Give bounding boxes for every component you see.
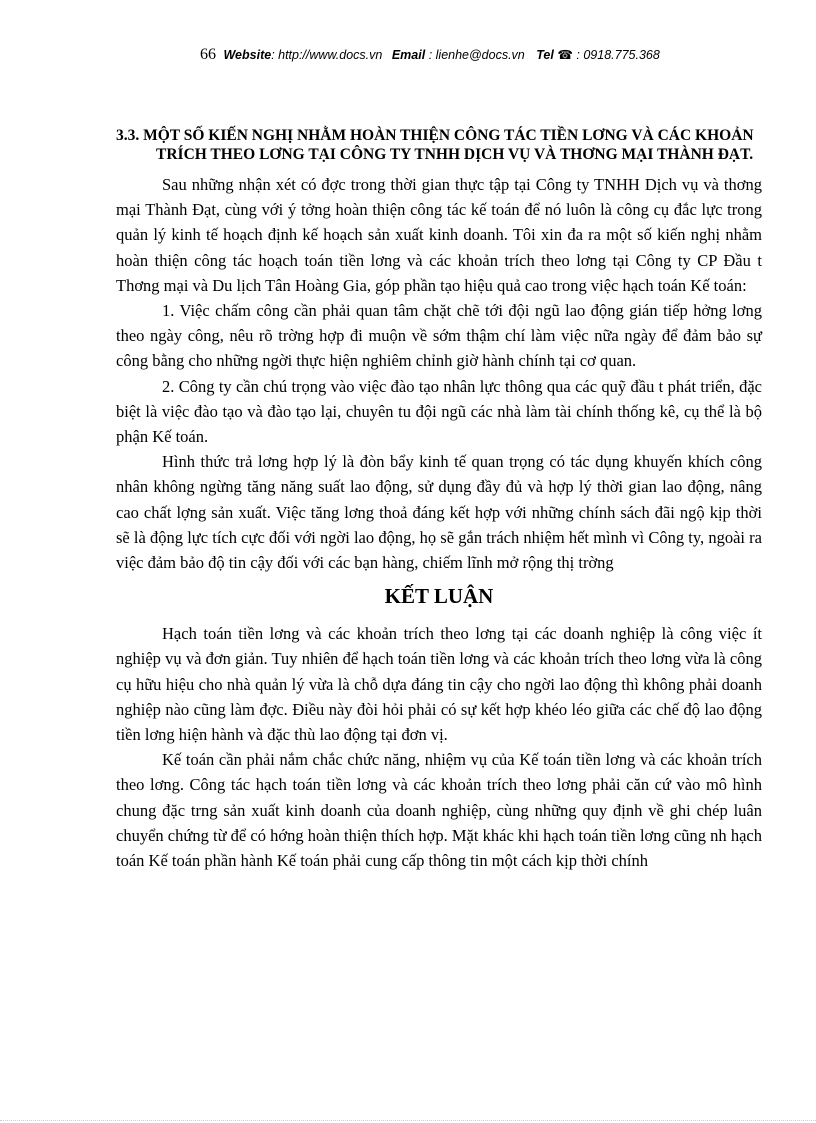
document-body <box>116 126 762 873</box>
section-heading: 3.3. MỘT SỐ KIẾN NGHỊ NHẰM HOÀN THIỆN CÔNG TÁC TIỀN LƠNG VÀ CÁC KHOẢN TRÍCH THEO LƠNG TẠI CÔNG TY TNHH DỊCH VỤ VÀ THƠNG MẠI THÀNH ĐẠT. <box>116 127 754 163</box>
page-number: 66 <box>200 46 216 63</box>
website-label: Website <box>223 48 272 62</box>
page-header <box>200 46 660 64</box>
section-paragraph-wages: Hình thức trả lơng hợp lý là đòn bẩy kinh tế quan trọng có tác dụng khuyến khích công nhân không ngừng tăng năng suất lao động, sử dụng đầy đủ và hợp lý thời gian lao động, nâng cao chất lợng sản xuất. Việc tăng lơng thoả đáng kết hợp với những chính sách đãi ngộ kịp thời sẽ là động lực tích cực đối với ngời lao động, họ sẽ gắn trách nhiệm hết mình vì Công ty, ngoài ra việc đảm bảo độ tin cậy đối với các bạn hàng, chiếm lĩnh mở rộng thị trờng <box>116 452 762 573</box>
conclusion-paragraph-2: Kế toán cần phải nắm chắc chức năng, nhiệm vụ của Kế toán tiền lơng và các khoản trích theo lơng. Công tác hạch toán tiền lơng và các khoản trích theo lơng phải căn cứ vào mô hình chung đặc trng sản xuất kinh doanh của doanh nghiệp, cùng những quy định về ghi chép luân chuyển chứng từ để có hớng hoàn thiện thích hợp. Mặt khác khi hạch toán tiền lơng cũng nh hạch toán Kế toán phần hành Kế toán phải cung cấp thông tin một cách kịp thời chính <box>116 750 762 871</box>
conclusion-paragraph-1: Hạch toán tiền lơng và các khoản trích theo lơng tại các doanh nghiệp là công việc ít nghiệp vụ và đơn giản. Tuy nhiên để hạch toán tiền lơng và các khoản trích theo lơng vừa là công cụ hữu hiệu cho nhà quản lý vừa là chỗ dựa đáng tin cậy cho ngời lao động thì không phải doanh nghiệp nào cũng làm đợc. Điều này đòi hỏi phải có sự kết hợp khéo léo giữa các chế độ lao động tiền lơng hiện hành và đặc thù lao động tại đơn vị. <box>116 624 762 745</box>
email-label: Email <box>391 48 426 62</box>
section-paragraph-intro: Sau những nhận xét có đợc trong thời gian thực tập tại Công ty TNHH Dịch vụ và thơng mại Thành Đạt, cùng với ý tởng hoàn thiện công tác kế toán để nó luôn là công cụ đắc lực trong quản lý kinh tế hoạch định kế hoạch sản xuất kinh doanh. Tôi xin đa ra một số kiến nghị nhằm hoàn thiện công tác hoạch toán tiền lơng và các khoản trích theo lơng tại Công ty CP Đầu t Thơng mại và Du lịch Tân Hoàng Gia, góp phần tạo hiệu quả cao trong việc hạch toán Kế toán: <box>116 175 762 295</box>
page-bottom-divider <box>0 1120 816 1121</box>
tel-label: Tel <box>536 48 554 62</box>
tel-number: ☎ : 0918.775.368 <box>557 48 660 62</box>
email-address[interactable]: : lienhe@docs.vn <box>428 48 525 62</box>
recommendation-2: 2. Công ty cần chú trọng vào việc đào tạo nhân lực thông qua các quỹ đầu t phát triển, đặc biệt là việc đào tạo và đào tạo lại, chuyên tu đội ngũ các nhà làm tài chính thống kê, cụ thể là bộ phận Kế toán. <box>116 376 762 447</box>
conclusion-title: KẾT LUẬN <box>384 584 494 609</box>
website-url[interactable]: : http://www.docs.vn <box>271 48 383 62</box>
recommendation-1: 1. Việc chấm công cần phải quan tâm chặt chẽ tới đội ngũ lao động gián tiếp hởng lơng theo ngày công, nêu rõ trờng hợp đi muộn về sớm thậm chí làm việc nữa ngày để đảm bảo sự công bằng cho những ngời thực hiện nghiêm chỉnh giờ hành chính tại cơ quan. <box>116 301 762 371</box>
